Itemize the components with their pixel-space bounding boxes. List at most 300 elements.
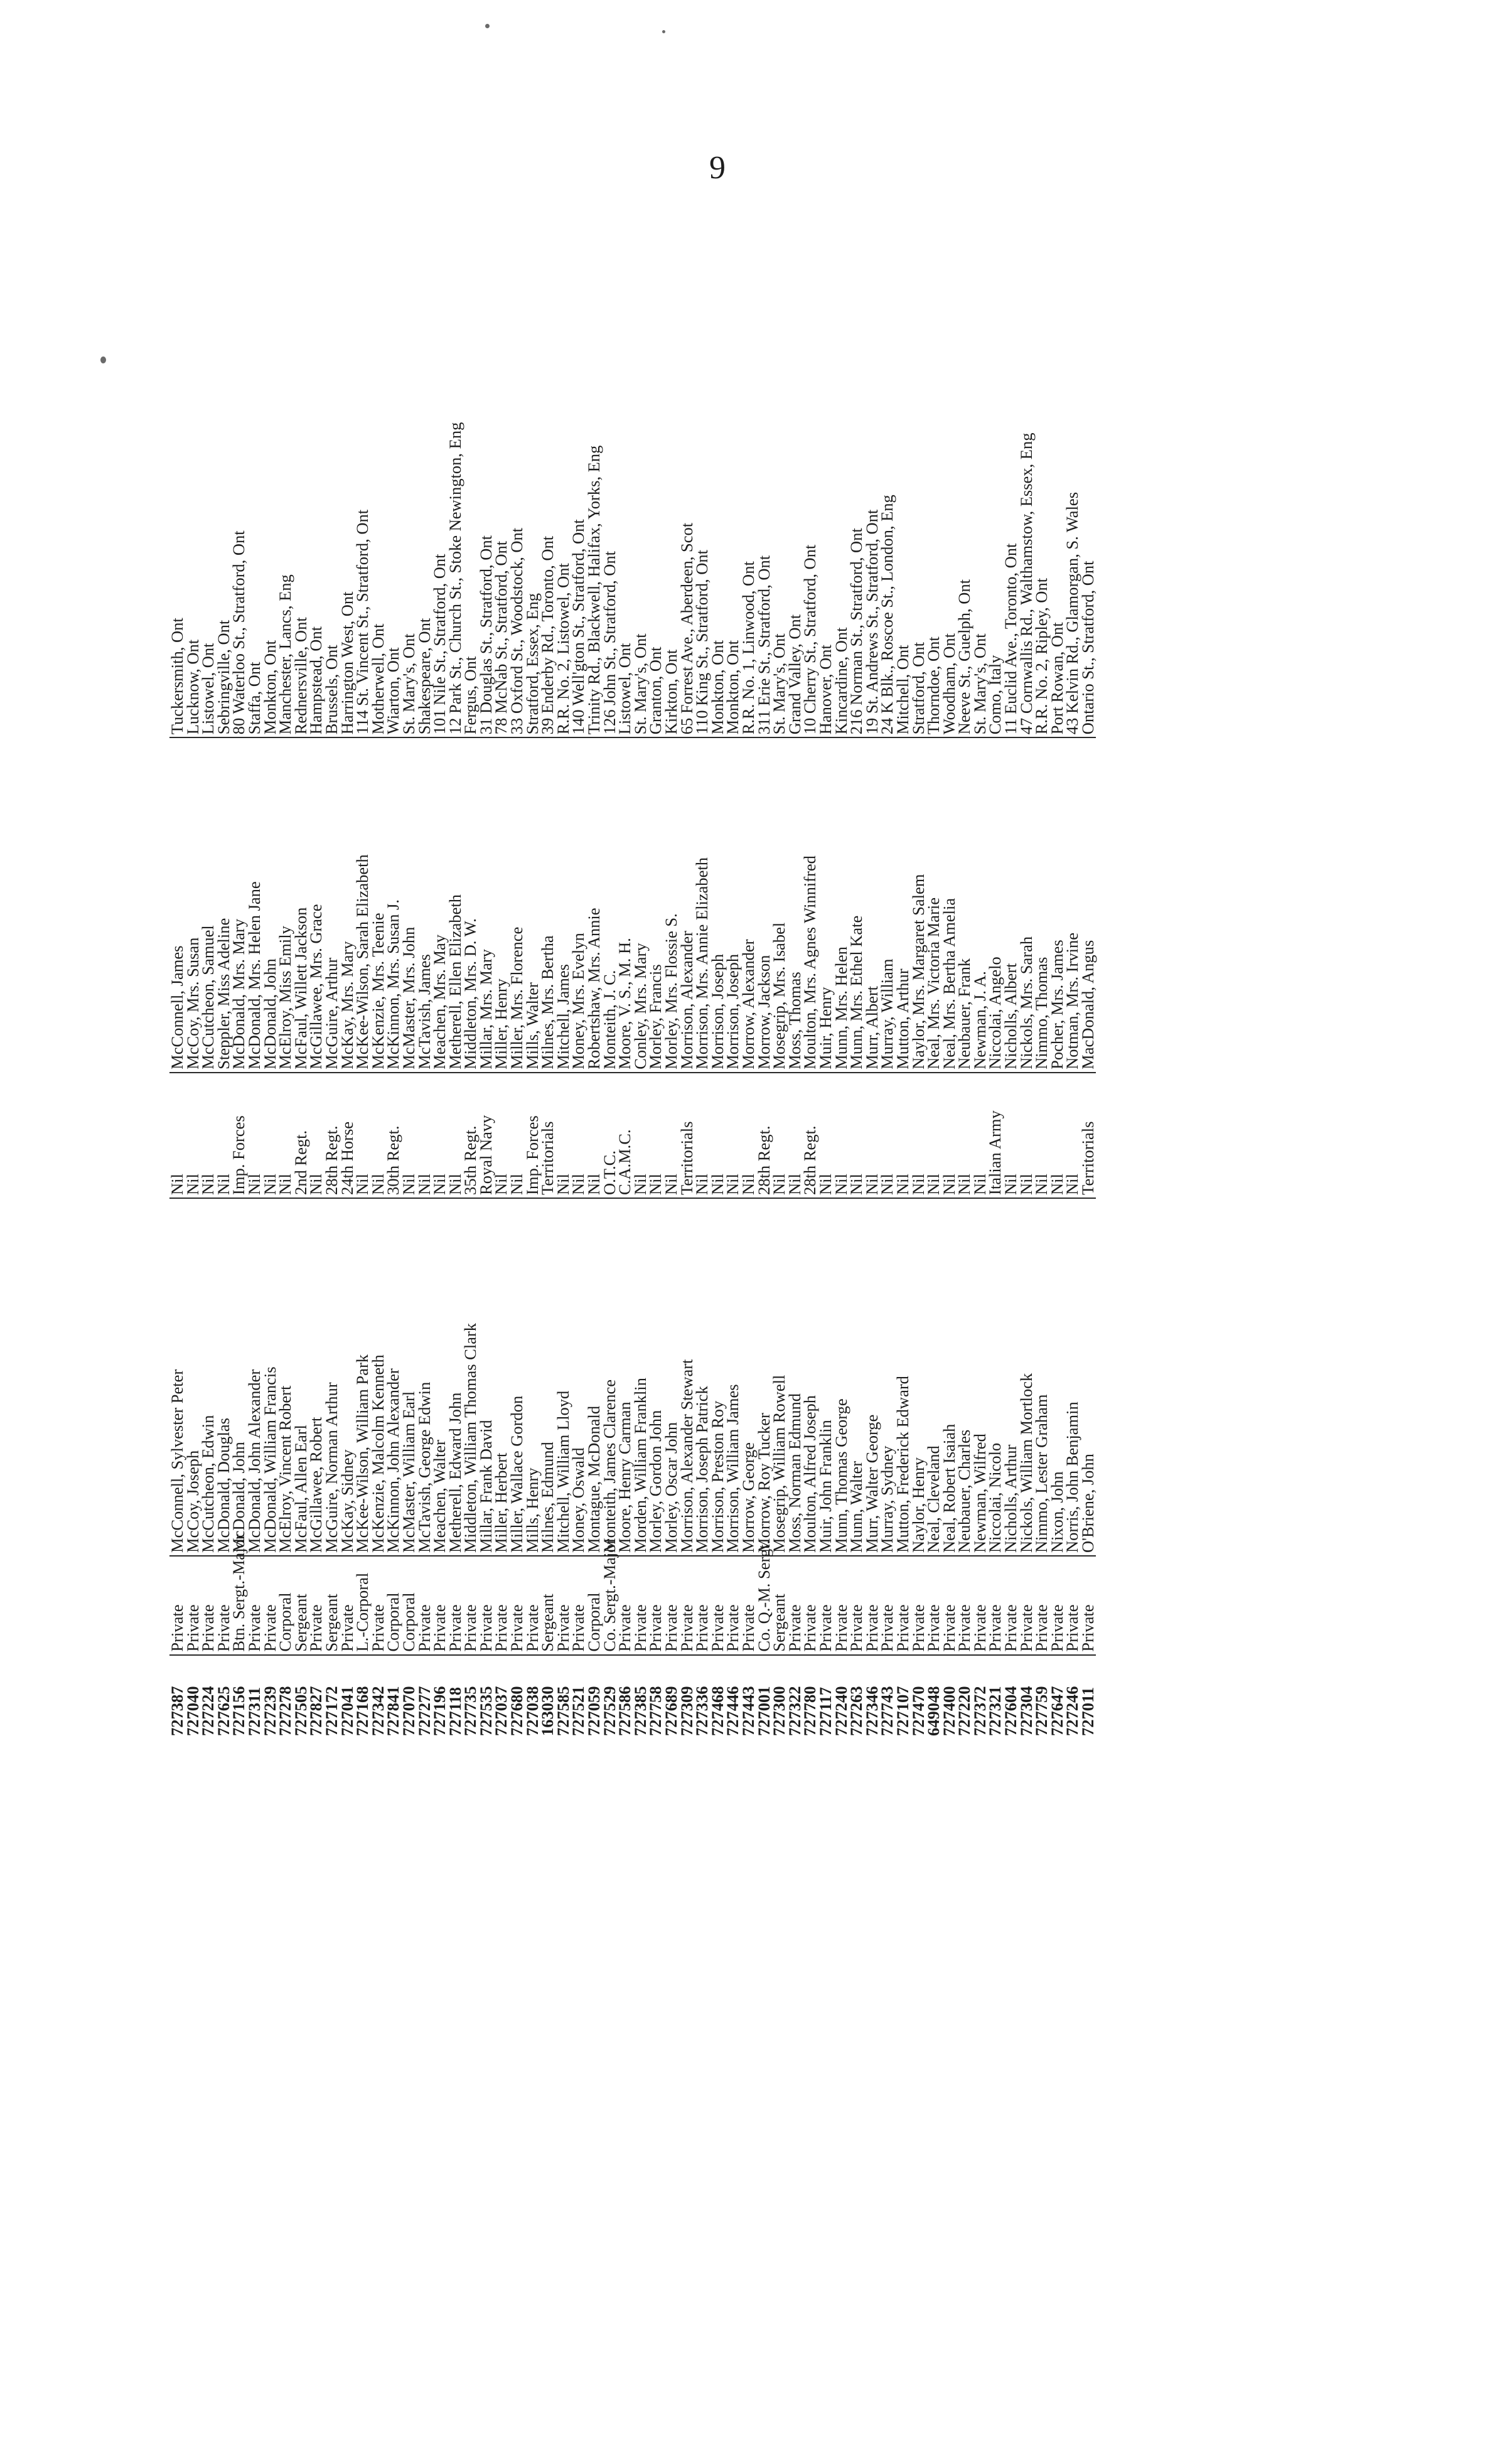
former-corps: Nil [911,1073,926,1198]
soldier-name: Neal, Cleveland [926,1198,941,1556]
former-corps: C.A.M.C. [617,1073,633,1198]
soldier-name: Nicholls, Arthur [1003,1198,1019,1556]
rank: Corporal [586,1556,602,1655]
next-of-kin: Moulton, Mrs. Agnes Winnifred [802,737,818,1073]
former-corps: Territorials [1080,1073,1096,1198]
former-corps: Nil [633,1073,648,1198]
next-of-kin-address: Staffa, Ont [247,0,262,737]
former-corps: Nil [818,1073,834,1198]
rank: Private [555,1556,571,1655]
rank: Co. Q.-M. Sergt. [756,1556,772,1655]
next-of-kin: Naylor, Mrs. Margaret Salem [911,737,926,1073]
next-of-kin: Conley, Mrs. Mary [633,737,648,1073]
rank: Private [849,1556,864,1655]
rank: Private [493,1556,509,1655]
regimental-number: 727470 [908,1686,928,1736]
next-of-kin-address: Kincardine, Ont [834,0,849,737]
rank: Private [1034,1556,1049,1655]
next-of-kin-address: Wiarton, Ont [385,0,401,737]
regimental-number: 727240 [831,1686,850,1736]
next-of-kin-address: Hanover, Ont [818,0,834,737]
rank: Private [879,1556,895,1655]
regimental-number: 727346 [862,1686,881,1736]
former-corps: Nil [247,1073,262,1198]
rank: Private [478,1556,494,1655]
next-of-kin-address: Neeve St., Guelph, Ont [957,0,972,737]
former-corps: Nil [864,1073,880,1198]
next-of-kin: MacDonald, Angus [1080,737,1096,1073]
regimental-number: 727336 [692,1686,712,1736]
next-of-kin: McTavish, James [417,737,432,1073]
former-corps: Nil [694,1073,710,1198]
next-of-kin-address: 33 Oxford St., Woodstock, Ont [509,0,525,737]
rank: Private [710,1556,726,1655]
soldier-name: Montague, McDonald [586,1198,602,1556]
regimental-number: 727263 [847,1686,866,1736]
regimental-number: 727196 [430,1686,449,1736]
next-of-kin-address: Tuckersmith, Ont [169,0,185,737]
regimental-number: 727585 [553,1686,572,1736]
next-of-kin-address: 78 McNab St., Stratford, Ont [493,0,509,737]
next-of-kin: Meachen, Mrs. May [432,737,448,1073]
rank: Private [1019,1556,1034,1655]
soldier-name: McKay, Sidney [340,1198,355,1556]
next-of-kin-address: Lucknow, Ont [185,0,201,737]
next-of-kin-address: Brussels, Ont [324,0,340,737]
former-corps: Nil [185,1073,201,1198]
former-corps: Nil [417,1073,432,1198]
rank: Private [911,1556,926,1655]
former-corps: Nil [571,1073,586,1198]
next-of-kin: McGillawee, Mrs. Grace [308,737,324,1073]
former-corps: Nil [787,1073,803,1198]
table-row [247,0,262,1739]
rank: Private [834,1556,849,1655]
next-of-kin-address: 12 Park St., Church St., Stoke Newington, Eng [448,0,463,737]
next-of-kin-address: Port Rowan, Ont [1049,0,1065,737]
former-corps: Nil [710,1073,726,1198]
former-corps: Nil [509,1073,525,1198]
former-corps: Nil [771,1073,787,1198]
nominal-roll-table [169,0,1096,1739]
rank: Private [262,1556,278,1655]
rank: Private [972,1556,988,1655]
soldier-name: Moore, Henry Carman [617,1198,633,1556]
soldier-name: Middleton, William Thomas Clark [463,1198,478,1556]
next-of-kin-address: St. Mary's, Ont [633,0,648,737]
rank: Private [633,1556,648,1655]
former-corps: Nil [308,1073,324,1198]
next-of-kin: Pocher, Mrs. James [1049,737,1065,1073]
regimental-number: 727001 [754,1686,773,1736]
next-of-kin: Nickols, Mrs. Sarah [1019,737,1034,1073]
rank: Private [679,1556,695,1655]
soldier-name: Morrison, William James [725,1198,741,1556]
next-of-kin: Morley, Mrs. Flossie S. [663,737,679,1073]
rank: Private [818,1556,834,1655]
soldier-name: Monteith, James Clarence [602,1198,618,1556]
regimental-number: 727443 [738,1686,758,1736]
rank: Private [370,1556,386,1655]
next-of-kin-address: 311 Erie St., Stratford, Ont [756,0,772,737]
rank: Private [417,1556,432,1655]
soldier-name: Morrow, Roy Tucker [756,1198,772,1556]
former-corps: Territorials [540,1073,555,1198]
regimental-number: 727372 [970,1686,989,1736]
regimental-number: 727535 [476,1686,495,1736]
ink-spot [100,356,106,363]
next-of-kin: Monteith, J. C. [602,737,618,1073]
rank: Private [864,1556,880,1655]
former-corps: Nil [370,1073,386,1198]
next-of-kin: Milnes, Mrs. Bertha [540,737,555,1073]
regimental-number: 727827 [306,1686,326,1736]
table-row [586,0,602,1739]
next-of-kin-address: 47 Cornwallis Rd., Walthamstow, Essex, Eng [1019,0,1034,737]
next-of-kin: McDonald, Mrs. Helen Jane [247,737,262,1073]
nominal-roll-body [169,0,1096,1739]
regimental-number: 727505 [291,1686,310,1736]
next-of-kin-address: R.R. No. 1, Linwood, Ont [741,0,756,737]
rank: Private [617,1556,633,1655]
regimental-number: 727070 [399,1686,418,1736]
next-of-kin-address: 11 Euclid Ave., Toronto, Ont [1003,0,1019,737]
regimental-number: 727758 [646,1686,665,1736]
soldier-name: Mosegrip, William Rowell [771,1198,787,1556]
next-of-kin-address: R.R. No. 2, Listowel, Ont [555,0,571,737]
soldier-name: Morrison, Joseph Patrick [694,1198,710,1556]
next-of-kin: Mutton, Arthur [895,737,911,1073]
regimental-number: 727041 [337,1686,357,1736]
soldier-name: Metherell, Edward John [448,1198,463,1556]
regimental-number: 727246 [1063,1686,1082,1736]
next-of-kin-address: Motherwell, Ont [370,0,386,737]
next-of-kin-address: Granton, Ont [648,0,663,737]
next-of-kin: Metherell, Ellen Elizabeth [448,737,463,1073]
former-corps: Nil [1064,1073,1080,1198]
rank: Private [448,1556,463,1655]
next-of-kin: Neal, Mrs. Victoria Marie [926,737,941,1073]
former-corps: Imp. Forces [231,1073,247,1198]
rotated-nominal-roll [169,0,1287,1739]
rank: Sergeant [324,1556,340,1655]
next-of-kin: McKenzie, Mrs. Teenie [370,737,386,1073]
table-row [432,0,448,1739]
soldier-name: McKenzie, Malcolm Kenneth [370,1198,386,1556]
rank: Private [694,1556,710,1655]
rank: Private [741,1556,756,1655]
next-of-kin-address: 101 Nile St., Stratford, Ont [432,0,448,737]
regimental-number: 727322 [785,1686,804,1736]
next-of-kin-address: St. Mary's, Ont [972,0,988,737]
next-of-kin-address: 19 St. Andrews St., Stratford, Ont [864,0,880,737]
soldier-name: Newman, Wilfred [972,1198,988,1556]
former-corps: Nil [1049,1073,1065,1198]
soldier-name: Meachen, Walter [432,1198,448,1556]
rank: Private [663,1556,679,1655]
former-corps: Nil [448,1073,463,1198]
soldier-name: Naylor, Henry [911,1198,926,1556]
regimental-number: 727342 [368,1686,387,1736]
next-of-kin: McConnell, James [169,737,185,1073]
soldier-name: Millar, Frank David [478,1198,494,1556]
soldier-name: McDonald, John Alexander [247,1198,262,1556]
regimental-number: 727038 [522,1686,542,1736]
regimental-number: 727300 [769,1686,789,1736]
former-corps: 24th Horse [340,1073,355,1198]
soldier-name: Munn, Walter [849,1198,864,1556]
rank: Private [432,1556,448,1655]
soldier-name: McCutcheon, Edwin [200,1198,216,1556]
regimental-number: 727220 [955,1686,974,1736]
soldier-name: McKinnon, John Alexander [385,1198,401,1556]
next-of-kin: Mosegrip, Mrs. Isabel [771,737,787,1073]
rank: Private [1003,1556,1019,1655]
rank: Private [1080,1556,1096,1655]
next-of-kin-address: Rednersville, Ont [293,0,309,737]
soldier-name: Morley, Gordon John [648,1198,663,1556]
next-of-kin: Money, Mrs. Evelyn [571,737,586,1073]
rank: Private [525,1556,540,1655]
regimental-number: 727625 [213,1686,233,1736]
next-of-kin: McDonald, John [262,737,278,1073]
next-of-kin-address: Sebringville, Ont [216,0,232,737]
regimental-number: 727117 [815,1686,835,1736]
regimental-number: 727321 [985,1686,1005,1736]
regimental-number: 727385 [630,1686,650,1736]
former-corps: Nil [555,1073,571,1198]
former-corps: Nil [1003,1073,1019,1198]
soldier-name: McKee-Wilson, William Park [355,1198,370,1556]
former-corps: Territorials [679,1073,695,1198]
soldier-name: O'Briene, John [1080,1198,1096,1556]
rank: Corporal [401,1556,417,1655]
regimental-number: 727040 [183,1686,202,1736]
soldier-name: Murr, Walter George [864,1198,880,1556]
next-of-kin: Miller, Mrs. Florence [509,737,525,1073]
next-of-kin: Morrow, Jackson [756,737,772,1073]
next-of-kin-address: 24 K Blk., Roscoe St., London, Eng [879,0,895,737]
soldier-name: McElroy, Vincent Robert [277,1198,293,1556]
next-of-kin: Middleton, Mrs. D. W. [463,737,478,1073]
rank: Private [725,1556,741,1655]
regimental-number: 727521 [569,1686,588,1736]
former-corps: Italian Army [987,1073,1003,1198]
next-of-kin-address: 43 Kelvin Rd., Glamorgan, S. Wales [1064,0,1080,737]
regimental-number: 727107 [893,1686,912,1736]
next-of-kin-address: Listowel, Ont [617,0,633,737]
soldier-name: McGuire, Norman Arthur [324,1198,340,1556]
regimental-number: 727309 [677,1686,696,1736]
regimental-number: 727224 [198,1686,218,1736]
regimental-number: 727468 [707,1686,727,1736]
next-of-kin: Murr, Albert [864,737,880,1073]
regimental-number: 727446 [723,1686,743,1736]
next-of-kin: Steppler, Miss Adeline [216,737,232,1073]
regimental-number: 727735 [461,1686,480,1736]
regimental-number: 727647 [1047,1686,1066,1736]
next-of-kin: Morrison, Joseph [710,737,726,1073]
former-corps: Nil [586,1073,602,1198]
soldier-name: McGillawee, Robert [308,1198,324,1556]
next-of-kin: Munn, Mrs. Helen [834,737,849,1073]
next-of-kin-address: Hampstead, Ont [308,0,324,737]
soldier-name: McMaster, William Earl [401,1198,417,1556]
regimental-number: 727780 [800,1686,820,1736]
soldier-name: Mutton, Frederick Edward [895,1198,911,1556]
soldier-name: McFaul, Allen Earl [293,1198,309,1556]
regimental-number: 727387 [168,1686,186,1736]
next-of-kin: McKay, Mrs. Mary [340,737,355,1073]
rank: Sergeant [293,1556,309,1655]
soldier-name: McTavish, George Edwin [417,1198,432,1556]
next-of-kin: Morrison, Alexander [679,737,695,1073]
next-of-kin-address: Monkton, Ont [725,0,741,737]
regimental-number: 727400 [939,1686,958,1736]
next-of-kin: Millar, Mrs. Mary [478,737,494,1073]
former-corps: Nil [216,1073,232,1198]
regimental-number: 727278 [276,1686,295,1736]
table-row [509,0,525,1739]
soldier-name: Mills, Henry [525,1198,540,1556]
soldier-name: Morden, William Franklin [633,1198,648,1556]
former-corps: Nil [972,1073,988,1198]
next-of-kin: Nicholls, Albert [1003,737,1019,1073]
soldier-name: Muir, John Franklin [818,1198,834,1556]
regimental-number: 727759 [1032,1686,1051,1736]
next-of-kin: McElroy, Miss Emily [277,737,293,1073]
rank: Corporal [277,1556,293,1655]
former-corps: 28th Regt. [802,1073,818,1198]
soldier-name: McConnell, Sylvester Peter [169,1198,185,1556]
rank: Private [571,1556,586,1655]
regimental-number: 727304 [1016,1686,1036,1736]
next-of-kin-address: 140 Well'gton St., Stratford, Ont [571,0,586,737]
regimental-number: 727059 [584,1686,604,1736]
former-corps: Royal Navy [478,1073,494,1198]
regimental-number: 727011 [1078,1686,1098,1736]
rank: Corporal [385,1556,401,1655]
soldier-name: Money, Oswald [571,1198,586,1556]
table-row [926,0,941,1739]
next-of-kin: Moss, Thomas [787,737,803,1073]
soldier-name: Moss, Norman Edmund [787,1198,803,1556]
regimental-number: 727037 [491,1686,511,1736]
next-of-kin: Mitchell, James [555,737,571,1073]
next-of-kin-address: Manchester, Lancs, Eng [277,0,293,737]
former-corps: Nil [663,1073,679,1198]
table-row [1003,0,1019,1739]
next-of-kin-address: Stratford, Ont [911,0,926,737]
table-row [741,0,756,1739]
next-of-kin-address: Monkton, Ont [710,0,726,737]
next-of-kin-address: 110 King St., Stratford, Ont [694,0,710,737]
former-corps: Nil [725,1073,741,1198]
former-corps: 2nd Regt. [293,1073,309,1198]
rank: Private [1049,1556,1065,1655]
soldier-name: McCoy, Joseph [185,1198,201,1556]
soldier-name: Moulton, Alfred Joseph [802,1198,818,1556]
next-of-kin: Mills, Walter [525,737,540,1073]
regimental-number: 727529 [599,1686,619,1736]
rank: Private [1064,1556,1080,1655]
regimental-number: 727604 [1001,1686,1021,1736]
regimental-number: 727689 [662,1686,680,1736]
rank: Private [895,1556,911,1655]
next-of-kin: Murray, William [879,737,895,1073]
soldier-name: Morrison, Preston Roy [710,1198,726,1556]
former-corps: Nil [879,1073,895,1198]
soldier-name: Miller, Herbert [493,1198,509,1556]
next-of-kin-address: 80 Waterloo St., Stratford, Ont [231,0,247,737]
next-of-kin: McKinnon, Mrs. Susan J. [385,737,401,1073]
rank: Private [308,1556,324,1655]
regimental-number: 727311 [244,1686,264,1736]
next-of-kin-address: Mitchell, Ont [895,0,911,737]
former-corps: 35th Regt. [463,1073,478,1198]
soldier-name: Miller, Wallace Gordon [509,1198,525,1556]
next-of-kin: McKee-Wilson, Sarah Elizabeth [355,737,370,1073]
table-row [663,0,679,1739]
former-corps: Nil [401,1073,417,1198]
soldier-name: McDonald, William Francis [262,1198,278,1556]
former-corps: Nil [895,1073,911,1198]
next-of-kin-address: Harrington West, Ont [340,0,355,737]
table-row [169,0,185,1739]
next-of-kin: Notman, Mrs. Irvine [1064,737,1080,1073]
former-corps: Nil [432,1073,448,1198]
former-corps: Nil [355,1073,370,1198]
next-of-kin: Morrison, Mrs. Annie Elizabeth [694,737,710,1073]
next-of-kin-address: 10 Cherry St., Stratford, Ont [802,0,818,737]
next-of-kin: Newman, J. A. [972,737,988,1073]
former-corps: Nil [834,1073,849,1198]
regimental-number: 727118 [445,1686,464,1736]
former-corps: Imp. Forces [525,1073,540,1198]
next-of-kin-address: Thorndoe, Ont [926,0,941,737]
next-of-kin-address: Ontario St., Stratford, Ont [1080,0,1096,737]
regimental-number: 163030 [538,1686,557,1736]
next-of-kin: Morley, Francis [648,737,663,1073]
rank: Co. Sergt.-Major [602,1556,618,1655]
next-of-kin-address: 39 Enderby Rd., Toronto, Ont [540,0,555,737]
regimental-number: 727168 [353,1686,372,1736]
soldier-name: Neubauer, Charles [957,1198,972,1556]
next-of-kin: McGuire, Arthur [324,737,340,1073]
soldier-name: McDonald, John [231,1198,247,1556]
next-of-kin-address: Trinity Rd., Blackwell, Halifax, Yorks, Eng [586,0,602,737]
next-of-kin-address: Listowel, Ont [200,0,216,737]
table-row [324,0,340,1739]
former-corps: O.T.C. [602,1073,618,1198]
regimental-number: 727277 [414,1686,434,1736]
rank: Btn. Sergt.-Major [231,1556,247,1655]
former-corps: Nil [849,1073,864,1198]
rank: Private [169,1556,185,1655]
former-corps: 28th Regt. [756,1073,772,1198]
rank: Private [802,1556,818,1655]
next-of-kin-address: 126 John St., Stratford, Ont [602,0,618,737]
soldier-name: Mitchell, William Lloyd [555,1198,571,1556]
next-of-kin: Morrison, Joseph [725,737,741,1073]
next-of-kin: Neal, Mrs. Bertha Amelia [941,737,957,1073]
regimental-number: 649048 [924,1686,943,1736]
regimental-number: 727156 [229,1686,249,1736]
soldier-name: Niccolai, Nicolo [987,1198,1003,1556]
former-corps: Nil [941,1073,957,1198]
rank: Private [340,1556,355,1655]
next-of-kin-address: 114 St. Vincent St., Stratford, Ont [355,0,370,737]
